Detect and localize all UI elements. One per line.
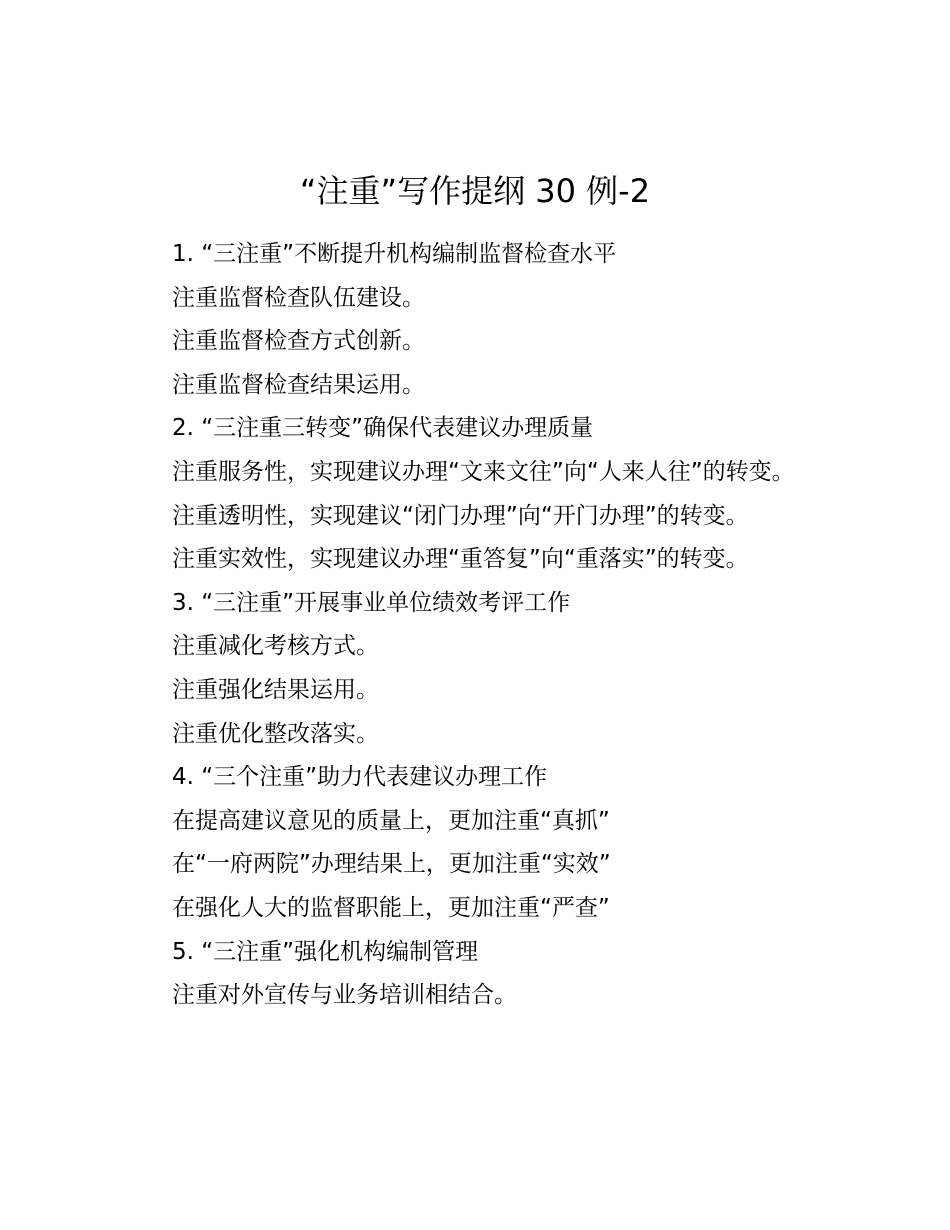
body-paragraph: 注重实效性，实现建议办理“重答复”向“重落实”的转变。: [172, 546, 749, 573]
section-heading: 3. “三注重”开展事业单位绩效考评工作: [172, 589, 571, 616]
body-paragraph: 在提高建议意见的质量上，更加注重“真抓”: [172, 807, 610, 834]
section-heading: 5. “三注重”强化机构编制管理: [172, 938, 479, 965]
body-paragraph: 注重优化整改落实。: [172, 720, 379, 747]
body-paragraph: 在强化人大的监督职能上，更加注重“严查”: [172, 894, 610, 921]
body-paragraph: 注重强化结果运用。: [172, 676, 379, 703]
body-paragraph: 注重服务性，实现建议办理“文来文往”向“人来人往”的转变。: [172, 458, 795, 485]
document-title: “注重”写作提纲 30 例-2: [299, 172, 651, 210]
document-body: [124, 233, 804, 1018]
section-heading: 2. “三注重三转变”确保代表建议办理质量: [172, 415, 594, 442]
body-paragraph: 注重监督检查方式创新。: [172, 328, 425, 355]
body-paragraph: 注重减化考核方式。: [172, 633, 379, 660]
body-paragraph: 注重对外宣传与业务培训相结合。: [172, 982, 517, 1009]
body-paragraph: 注重监督检查结果运用。: [172, 371, 425, 398]
body-paragraph: 注重监督检查队伍建设。: [172, 284, 425, 311]
section-heading: 1. “三注重”不断提升机构编制监督检查水平: [172, 241, 617, 267]
body-paragraph: 注重透明性，实现建议“闭门办理”向“开门办理”的转变。: [172, 502, 749, 529]
section-heading: 4. “三个注重”助力代表建议办理工作: [172, 764, 548, 791]
body-paragraph: 在“一府两院”办理结果上，更加注重“实效”: [172, 851, 611, 878]
